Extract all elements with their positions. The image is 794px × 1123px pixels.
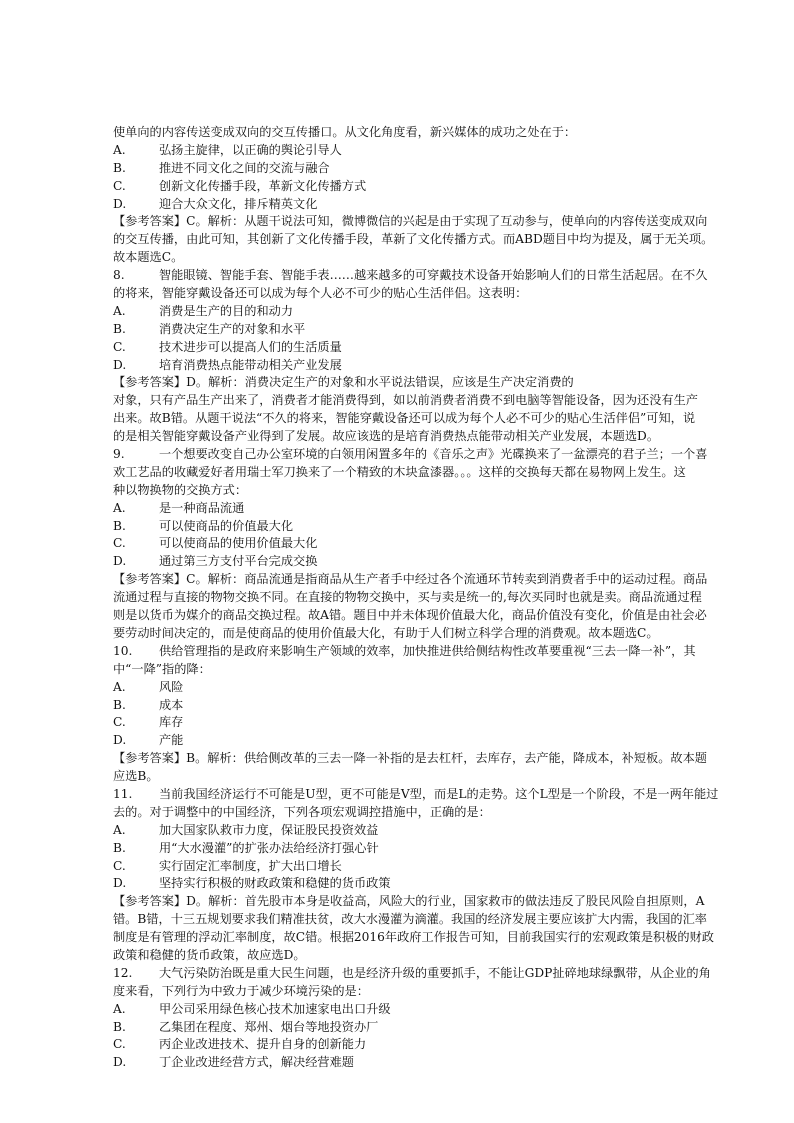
q8-answer-line: 【参考答案】D。解析：消费决定生产的对象和水平说法错误，应该是生产决定消费的 bbox=[113, 375, 574, 390]
option-letter: C. bbox=[113, 715, 126, 730]
option-letter: D. bbox=[113, 1055, 127, 1070]
q11-option-d bbox=[113, 875, 793, 893]
option-letter: D. bbox=[113, 357, 127, 372]
q12-option-a bbox=[113, 1001, 793, 1019]
option-letter: D. bbox=[113, 876, 127, 891]
q7-answer-line: 【参考答案】C。解析：从题干说法可知，微博微信的兴起是由于实现了互动参与，使单向的内容传送变成双向 bbox=[113, 214, 708, 229]
option-letter: D. bbox=[113, 554, 127, 569]
q9-stem-line: 种以物换物的交换方式： bbox=[113, 482, 248, 497]
option-letter: B. bbox=[113, 518, 126, 533]
option-text: 培育消费热点能带动相关产业发展 bbox=[159, 357, 342, 372]
stem-text: 当前我国经济运行不可能是U型，更不可能是V型，而是L的走势。这个L型是一个阶段，不是一两年能过 bbox=[159, 786, 719, 801]
option-text: 可以使商品的价值最大化 bbox=[159, 518, 294, 533]
q7-answer-line: 的交互传播，由此可知，其创新了文化传播手段，革新了文化传播方式。而ABD题目中均为提及，属于无关项。 bbox=[113, 232, 714, 247]
q8-option-c bbox=[113, 339, 793, 357]
option-text: 产能 bbox=[159, 733, 184, 748]
q11-stem-line bbox=[113, 786, 793, 804]
option-text: 迎合大众文化，排斥精英文化 bbox=[159, 196, 318, 211]
option-text: 库存 bbox=[159, 715, 184, 730]
q11-option-a bbox=[113, 822, 793, 840]
intro-line: 使单向的内容传送变成双向的交互传播口。从文化角度看，新兴媒体的成功之处在于： bbox=[113, 125, 577, 139]
option-letter: D. bbox=[113, 733, 127, 748]
q8-stem-line bbox=[113, 267, 793, 285]
question-number: 8. bbox=[113, 268, 125, 283]
option-letter: C. bbox=[113, 178, 126, 193]
option-text: 坚持实行积极的财政政策和稳健的货币政策 bbox=[159, 876, 391, 891]
q12-stem-line bbox=[113, 965, 793, 983]
option-text: 消费决定生产的对象和水平 bbox=[159, 321, 306, 336]
q8-answer-line: 出来。故B错。从题干说法“不久的将来，智能穿戴设备还可以成为每个人必不可少的贴心生活伴侣”可知，说 bbox=[113, 411, 696, 426]
q9-option-c bbox=[113, 535, 793, 553]
option-text: 丁企业改进经营方式，解决经营难题 bbox=[159, 1055, 354, 1070]
option-letter: B. bbox=[113, 160, 126, 175]
q12-stem-line: 度来看，下列行为中致力于减少环境污染的是： bbox=[113, 983, 369, 998]
q11-option-b bbox=[113, 840, 793, 858]
option-text: 用“大水漫灌”的扩张办法给经济打强心针 bbox=[159, 840, 379, 855]
q9-answer-line: 流通过程与直接的物物交换不同。在直接的物物交换中，买与卖是统一的,每次买同时也就是卖。商品流通过程 bbox=[113, 590, 702, 605]
q9-answer-line: 【参考答案】C。解析：商品流通是指商品从生产者手中经过各个流通环节转卖到消费者手中的运动过程。商品 bbox=[113, 572, 708, 587]
option-letter: A. bbox=[113, 822, 126, 837]
q7-option-b bbox=[113, 160, 793, 178]
q9-answer-line: 则是以货币为媒介的商品交换过程。故A错。题目中并未体现价值最大化，商品价值没有变化，价值是由社会必 bbox=[113, 608, 707, 623]
option-text: 成本 bbox=[159, 697, 184, 712]
stem-text: 大气污染防治既是重大民生问题，也是经济升级的重要抓手，不能让GDP扯碎地球绿飘带，从企业的角 bbox=[159, 965, 711, 980]
q8-answer-line: 对象，只有产品生产出来了，消费者才能消费得到，如以前消费者消费不到电脑等智能设备，因为还没有生产 bbox=[113, 393, 698, 408]
option-letter: C. bbox=[113, 858, 126, 873]
option-text: 技术进步可以提高人们的生活质量 bbox=[159, 339, 342, 354]
option-text: 创新文化传播手段，革新文化传播方式 bbox=[159, 178, 367, 193]
q10-stem-line bbox=[113, 643, 793, 661]
q10-answer-line: 【参考答案】B。解析：供给侧改革的三去一降一补指的是去杠杆，去库存，去产能，降成本，补短板。故本题 bbox=[113, 751, 707, 766]
q12-option-c bbox=[113, 1036, 793, 1054]
q11-answer-line: 政策和稳健的货币政策，故应选D。 bbox=[113, 947, 306, 962]
option-text: 丙企业改进技术、提升自身的创新能力 bbox=[159, 1037, 367, 1052]
option-letter: B. bbox=[113, 840, 126, 855]
q10-option-c bbox=[113, 714, 793, 732]
option-letter: D. bbox=[113, 196, 127, 211]
option-letter: C. bbox=[113, 536, 126, 551]
q10-stem-line: 中“一降”指的降： bbox=[113, 661, 211, 676]
q8-option-d bbox=[113, 357, 793, 375]
q7-option-c bbox=[113, 178, 793, 196]
option-text: 通过第三方支付平台完成交换 bbox=[159, 554, 318, 569]
q8-option-a bbox=[113, 303, 793, 321]
option-text: 风险 bbox=[159, 679, 184, 694]
option-letter: B. bbox=[113, 697, 126, 712]
option-text: 可以使商品的使用价值最大化 bbox=[159, 536, 318, 551]
option-letter: A. bbox=[113, 142, 126, 157]
question-number: 12. bbox=[113, 965, 133, 980]
option-letter: A. bbox=[113, 303, 126, 318]
option-letter: A. bbox=[113, 500, 126, 515]
q7-option-d bbox=[113, 196, 793, 214]
q12-option-b bbox=[113, 1019, 793, 1037]
option-text: 实行固定汇率制度，扩大出口增长 bbox=[159, 858, 342, 873]
q9-option-b bbox=[113, 518, 793, 536]
q11-stem-line: 去的。对于调整中的中国经济，下列各项宏观调控措施中，正确的是： bbox=[113, 804, 491, 819]
q9-stem-line bbox=[113, 446, 793, 464]
option-text: 乙集团在程度、郑州、烟台等地投资办厂 bbox=[159, 1019, 379, 1034]
q7-option-a bbox=[113, 142, 793, 160]
q9-option-a bbox=[113, 500, 793, 518]
q7-answer-line: 故本题选C。 bbox=[113, 250, 184, 265]
q11-answer-line: 【参考答案】D。解析：首先股市本身是收益高，风险大的行业，国家救市的做法违反了股民风险自担原则，A bbox=[113, 894, 705, 909]
option-text: 加大国家队救市力度，保证股民投资效益 bbox=[159, 822, 379, 837]
option-letter: C. bbox=[113, 339, 126, 354]
option-letter: C. bbox=[113, 1037, 126, 1052]
question-number: 11. bbox=[113, 786, 133, 801]
option-text: 推进不同文化之间的交流与融合 bbox=[159, 160, 330, 175]
q8-answer-line: 的是相关智能穿戴设备产业得到了发展。故应该选的是培育消费热点能带动相关产业发展，本题选D。 bbox=[113, 429, 660, 444]
q12-option-d bbox=[113, 1054, 793, 1072]
question-number: 9. bbox=[113, 447, 125, 462]
q10-answer-line: 应选B。 bbox=[113, 769, 159, 784]
option-text: 弘扬主旋律，以正确的舆论引导人 bbox=[159, 142, 342, 157]
q11-answer-line: 制度是有管理的浮动汇率制度，故C错。根据2016年政府工作报告可知，目前我国实行的宏观政策是积极的财政 bbox=[113, 930, 714, 945]
q8-stem-line: 的将来，智能穿戴设备还可以成为每个人必不可少的贴心生活伴侣。这表明： bbox=[113, 286, 528, 301]
q9-stem-line: 欢工艺品的收藏爱好者用瑞士军刀换来了一个精致的木块盒漆器。。。这样的交换每天都在易物网上发生。这 bbox=[113, 464, 686, 479]
option-letter: B. bbox=[113, 321, 126, 336]
q10-option-b bbox=[113, 697, 793, 715]
q11-option-c bbox=[113, 858, 793, 876]
question-number: 10. bbox=[113, 643, 133, 658]
stem-text: 智能眼镜、智能手套、智能手表……越来越多的可穿戴技术设备开始影响人们的日常生活起居。在不久 bbox=[159, 268, 708, 283]
option-text: 甲公司采用绿色核心技术加速家电出口升级 bbox=[159, 1001, 391, 1016]
option-letter: A. bbox=[113, 679, 126, 694]
option-letter: A. bbox=[113, 1001, 126, 1016]
document-body bbox=[113, 124, 793, 1072]
q9-answer-line: 要劳动时间决定的，而是使商品的使用价值最大化，有助于人们树立科学合理的消费观。故本题选C。 bbox=[113, 625, 659, 640]
q10-option-a bbox=[113, 679, 793, 697]
option-text: 是一种商品流通 bbox=[159, 500, 245, 515]
stem-text: 供给管理指的是政府来影响生产领域的效率，加快推进供给侧结构性改革要重视“三去一降一补”，其 bbox=[159, 643, 696, 658]
option-text: 消费是生产的目的和动力 bbox=[159, 303, 294, 318]
q8-option-b bbox=[113, 321, 793, 339]
q11-answer-line: 错。B错，十三五规划要求我们精准扶贫，改大水漫灌为滴灌。我国的经济发展主要应该扩大内需，我国的汇率 bbox=[113, 912, 707, 927]
option-letter: B. bbox=[113, 1019, 126, 1034]
q10-option-d bbox=[113, 732, 793, 750]
stem-text: 一个想要改变自己办公室环境的白领用闲置多年的《音乐之声》光碟换来了一盆漂亮的君子兰；一个喜 bbox=[159, 447, 708, 462]
q9-option-d bbox=[113, 553, 793, 571]
